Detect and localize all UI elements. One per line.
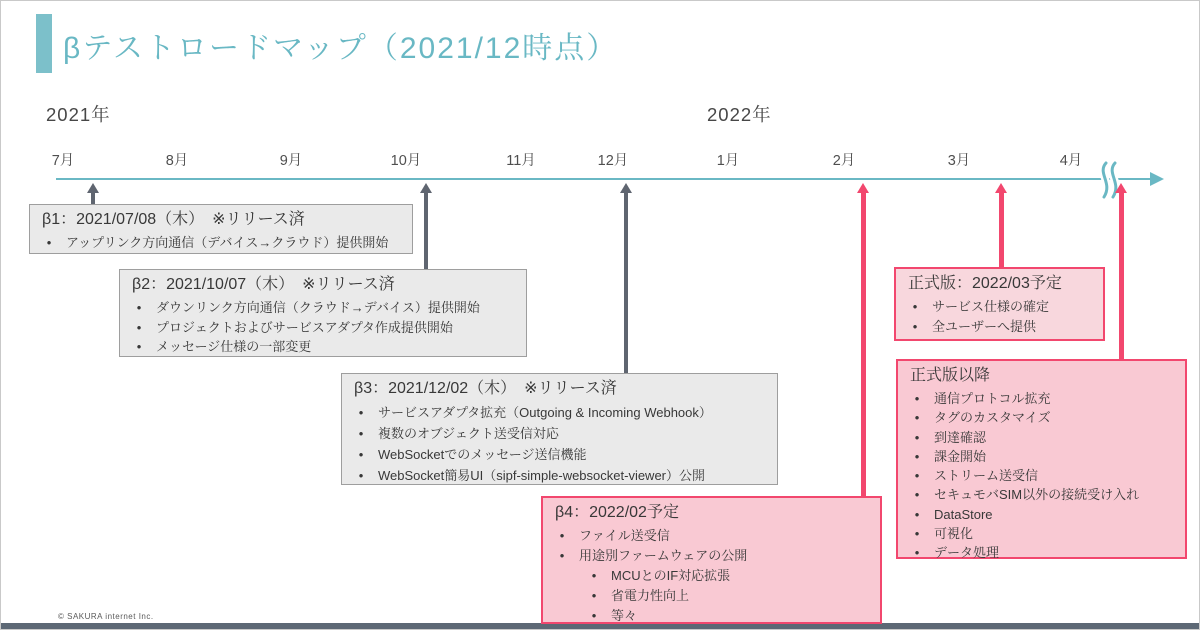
list-item-text: データ処理 [934,545,1000,561]
list-item [896,317,1103,337]
bullet-icon: • [358,468,364,483]
list-item-text: タグのカスタマイズ [934,410,1051,426]
milestone-title: β1：2021/07/08（木） ※リリース済 [42,211,305,228]
list-item-text: ストリーム送受信 [934,468,1039,484]
bullet-icon: • [591,588,597,603]
milestone-box-official [894,267,1105,341]
milestone-box-beta4 [541,496,882,624]
timeline-axis [56,178,1151,180]
list-item-text: 到達確認 [934,429,987,445]
list-item-text: 全ユーザーへ提供 [932,319,1037,334]
year-label-2022: 2022年 [707,104,772,125]
list-item [898,485,1185,504]
month-label-7: 7月 [51,153,75,169]
list-item [898,524,1185,543]
bullet-icon: • [46,235,52,250]
month-label-3: 3月 [947,153,971,169]
bullet-icon: • [914,526,920,542]
list-item [543,586,880,606]
list-item-text: ダウンリンク方向通信（クラウド→デバイス）提供開始 [156,300,480,315]
bullet-icon: • [136,300,142,315]
bullet-icon: • [914,506,920,522]
list-item [342,444,777,465]
month-label-4: 4月 [1059,153,1083,169]
milestone-title: β4：2022/02予定 [555,504,679,521]
timeline-arrowhead-icon [1150,172,1164,186]
month-label-1: 1月 [716,153,740,169]
list-item [898,466,1185,485]
bullet-icon: • [914,391,920,406]
milestone-title: β2：2021/10/07（木） ※リリース済 [132,276,395,293]
list-item-text: サービスアダプタ拡充（Outgoing & Incoming Webhook） [378,405,712,420]
list-item-text: DataStore [934,506,993,522]
list-item [543,566,880,586]
month-label-12: 12月 [597,153,629,169]
year-label-2021: 2021年 [46,104,111,125]
milestone-box-beta1 [29,204,413,254]
list-item [342,402,777,423]
bullet-icon: • [914,410,920,426]
list-item-text: WebSocketでのメッセージ送信機能 [378,447,587,462]
list-item-text: メッセージ仕様の一部変更 [156,339,312,354]
list-item [543,526,880,546]
title-accent-bar [36,14,52,73]
list-item [543,606,880,626]
list-item-text: 省電力性向上 [611,588,690,603]
bullet-icon: • [912,319,918,334]
bullet-icon: • [914,429,920,445]
bullet-icon: • [912,299,918,314]
list-item [898,389,1185,408]
list-item [898,543,1185,562]
list-item [896,297,1103,317]
bullet-icon: • [136,339,142,354]
milestone-box-post-official [896,359,1187,559]
bullet-icon: • [358,426,364,441]
list-item [898,428,1185,447]
list-item [342,423,777,444]
list-item-text: ファイル送受信 [579,528,670,543]
list-item-text: セキュモバSIM以外の接続受け入れ [934,487,1140,503]
bullet-icon: • [914,468,920,484]
list-item [543,546,880,566]
bullet-icon: • [358,405,364,420]
list-item [342,465,777,486]
month-label-8: 8月 [165,153,189,169]
list-item-text: サービス仕様の確定 [932,299,1050,314]
bullet-icon: • [591,608,597,623]
list-item-text: 通信プロトコル拡充 [934,391,1051,406]
milestone-title: 正式版以降 [910,367,991,384]
page-title: βテストロードマップ（2021/12時点） [63,32,619,65]
milestone-box-beta2 [119,269,527,357]
bullet-icon: • [358,447,364,462]
month-label-10: 10月 [390,153,422,169]
list-item-text: WebSocket簡易UI（sipf-simple-websocket-viewer）公開 [378,468,706,483]
milestone-title: 正式版：2022/03予定 [908,275,1062,292]
list-item [898,408,1185,427]
list-item-text: MCUとのIF対応拡張 [611,568,731,583]
list-item [120,298,526,318]
bullet-icon: • [914,487,920,503]
milestone-box-beta3 [341,373,778,485]
bullet-icon: • [591,568,597,583]
list-item [120,318,526,338]
bullet-icon: • [559,548,565,563]
list-item [30,233,412,253]
list-item-text: アップリンク方向通信（デバイス→クラウド）提供開始 [66,235,389,250]
list-item-text: 複数のオブジェクト送受信対応 [378,426,559,441]
bullet-icon: • [914,448,920,464]
bullet-icon: • [136,319,142,335]
month-label-9: 9月 [279,153,303,169]
list-item [898,505,1185,524]
bullet-icon: • [914,545,920,561]
list-item-text: 等々 [611,608,638,623]
list-item-text: 課金開始 [934,448,987,464]
list-item [120,337,526,357]
list-item-text: プロジェクトおよびサービスアダプタ作成提供開始 [156,319,453,335]
bullet-icon: • [559,528,565,543]
milestone-title: β3：2021/12/02（木） ※リリース済 [354,380,617,397]
list-item-text: 用途別ファームウェアの公開 [579,548,748,563]
copyright-text: © SAKURA internet Inc. [58,612,154,621]
list-item-text: 可視化 [934,526,974,542]
month-label-11: 11月 [506,153,536,169]
list-item [898,447,1185,466]
month-label-2: 2月 [832,153,856,169]
